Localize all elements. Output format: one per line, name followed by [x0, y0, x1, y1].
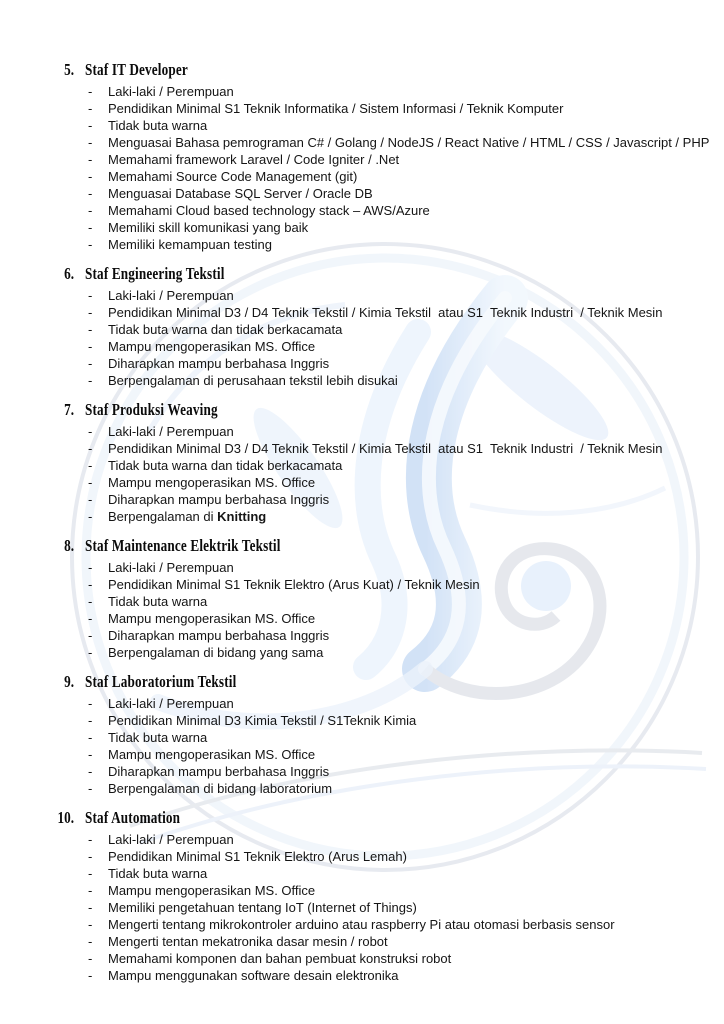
bullet-dash: -	[88, 509, 93, 524]
requirement-text: Mampu mengoperasikan MS. Office	[108, 883, 316, 898]
requirement-text: Berpengalaman di Knitting	[108, 509, 267, 524]
bullet-dash: -	[88, 900, 93, 915]
requirement-text: Pendidikan Minimal D3 / D4 Teknik Tekstil / Kimia Tekstil atau S1 Teknik Industri / Teknik Mesin	[108, 305, 663, 320]
requirement-text: Memiliki pengetahuan tentang IoT (Internet of Things)	[108, 900, 417, 915]
requirement-text: Memahami Source Code Management (git)	[108, 169, 358, 184]
bullet-dash: -	[88, 169, 93, 184]
bullet-dash: -	[88, 883, 93, 898]
requirement-item	[0, 474, 724, 491]
requirement-text: Tidak buta warna	[108, 730, 208, 745]
section-title: Staf Automation	[85, 808, 181, 827]
bullet-dash: -	[88, 968, 93, 983]
section-title: Staf Maintenance Elektrik Tekstil	[85, 536, 281, 555]
requirement-text: Memahami komponen dan bahan pembuat konstruksi robot	[108, 951, 452, 966]
bullet-dash: -	[88, 594, 93, 609]
requirement-item	[0, 219, 724, 236]
requirement-text: Memiliki kemampuan testing	[108, 237, 273, 252]
requirement-text: Pendidikan Minimal S1 Teknik Elektro (Arus Kuat) / Teknik Mesin	[108, 577, 480, 592]
requirement-item	[0, 610, 724, 627]
requirement-item	[0, 236, 724, 253]
requirement-item	[0, 831, 724, 848]
section-header	[0, 401, 724, 419]
requirement-text: Laki-laki / Perempuan	[108, 560, 234, 575]
section-number: 10.	[57, 808, 74, 827]
requirement-text: Diharapkan mampu berbahasa Inggris	[108, 764, 330, 779]
section-number: 9.	[64, 672, 74, 691]
requirement-text: Mengerti tentang mikrokontroler arduino atau raspberry Pi atau otomasi berbasis sensor	[108, 917, 615, 932]
requirement-text: Laki-laki / Perempuan	[108, 84, 234, 99]
requirement-item	[0, 457, 724, 474]
requirement-item	[0, 899, 724, 916]
bullet-dash: -	[88, 101, 93, 116]
requirement-text: Memiliki skill komunikasi yang baik	[108, 220, 309, 235]
requirement-item	[0, 593, 724, 610]
bullet-dash: -	[88, 305, 93, 320]
section-title: Staf IT Developer	[85, 60, 188, 79]
requirement-text: Pendidikan Minimal S1 Teknik Elektro (Arus Lemah)	[108, 849, 407, 864]
requirement-item	[0, 508, 724, 525]
requirement-text: Tidak buta warna	[108, 866, 208, 881]
requirement-item	[0, 848, 724, 865]
requirement-item	[0, 287, 724, 304]
requirement-text: Mampu mengoperasikan MS. Office	[108, 747, 316, 762]
requirement-text: Memahami framework Laravel / Code Igniter / .Net	[108, 152, 400, 167]
bullet-dash: -	[88, 951, 93, 966]
bullet-dash: -	[88, 611, 93, 626]
section-number: 7.	[64, 400, 74, 419]
section-header	[0, 265, 724, 283]
bullet-dash: -	[88, 424, 93, 439]
bullet-dash: -	[88, 577, 93, 592]
bullet-dash: -	[88, 288, 93, 303]
bullet-dash: -	[88, 934, 93, 949]
requirement-item	[0, 916, 724, 933]
requirement-item	[0, 559, 724, 576]
requirement-item	[0, 100, 724, 117]
job-requirements-list	[0, 61, 724, 996]
requirement-text: Laki-laki / Perempuan	[108, 832, 234, 847]
requirement-text: Laki-laki / Perempuan	[108, 424, 234, 439]
requirement-item	[0, 865, 724, 882]
requirement-text: Menguasai Database SQL Server / Oracle DB	[108, 186, 373, 201]
requirement-text: Mengerti tentan mekatronika dasar mesin / robot	[108, 934, 388, 949]
requirement-text: Laki-laki / Perempuan	[108, 288, 234, 303]
requirement-item	[0, 338, 724, 355]
requirement-item	[0, 304, 724, 321]
section-number: 8.	[64, 536, 74, 555]
requirement-item	[0, 202, 724, 219]
requirement-item	[0, 576, 724, 593]
bullet-dash: -	[88, 628, 93, 643]
requirement-text: Mampu menggunakan software desain elektronika	[108, 968, 399, 983]
bullet-dash: -	[88, 492, 93, 507]
requirement-text: Pendidikan Minimal D3 Kimia Tekstil / S1Teknik Kimia	[108, 713, 417, 728]
job-section	[0, 61, 724, 253]
bullet-dash: -	[88, 203, 93, 218]
requirement-item	[0, 627, 724, 644]
requirement-text: Memahami Cloud based technology stack – AWS/Azure	[108, 203, 430, 218]
requirement-text: Diharapkan mampu berbahasa Inggris	[108, 356, 330, 371]
requirement-item	[0, 355, 724, 372]
bullet-dash: -	[88, 917, 93, 932]
requirement-text: Tidak buta warna	[108, 118, 208, 133]
requirement-text: Diharapkan mampu berbahasa Inggris	[108, 492, 330, 507]
job-section	[0, 537, 724, 661]
bullet-dash: -	[88, 764, 93, 779]
bullet-dash: -	[88, 135, 93, 150]
requirement-text: Berpengalaman di bidang yang sama	[108, 645, 324, 660]
requirement-text: Pendidikan Minimal S1 Teknik Informatika / Sistem Informasi / Teknik Komputer	[108, 101, 564, 116]
section-title: Staf Produksi Weaving	[85, 400, 218, 419]
bullet-dash: -	[88, 322, 93, 337]
requirement-item	[0, 423, 724, 440]
section-header	[0, 61, 724, 79]
bullet-dash: -	[88, 339, 93, 354]
section-header	[0, 673, 724, 691]
requirement-item	[0, 695, 724, 712]
requirement-item	[0, 83, 724, 100]
requirement-text: Tidak buta warna dan tidak berkacamata	[108, 322, 343, 337]
requirement-text: Berpengalaman di perusahaan tekstil lebih disukai	[108, 373, 398, 388]
requirement-item	[0, 950, 724, 967]
bullet-dash: -	[88, 475, 93, 490]
requirement-item	[0, 712, 724, 729]
bullet-dash: -	[88, 84, 93, 99]
requirement-item	[0, 933, 724, 950]
bullet-dash: -	[88, 220, 93, 235]
bullet-dash: -	[88, 730, 93, 745]
bullet-dash: -	[88, 356, 93, 371]
requirement-item	[0, 185, 724, 202]
requirement-item	[0, 780, 724, 797]
requirement-item	[0, 746, 724, 763]
requirement-item	[0, 882, 724, 899]
requirement-text: Laki-laki / Perempuan	[108, 696, 234, 711]
requirement-text: Pendidikan Minimal D3 / D4 Teknik Tekstil / Kimia Tekstil atau S1 Teknik Industri / Teknik Mesin	[108, 441, 663, 456]
requirement-item	[0, 117, 724, 134]
section-number: 6.	[64, 264, 74, 283]
section-header	[0, 537, 724, 555]
section-header	[0, 809, 724, 827]
requirement-text: Mampu mengoperasikan MS. Office	[108, 475, 316, 490]
bullet-dash: -	[88, 713, 93, 728]
bullet-dash: -	[88, 118, 93, 133]
job-section	[0, 401, 724, 525]
requirement-item	[0, 321, 724, 338]
bullet-dash: -	[88, 866, 93, 881]
requirement-text: Tidak buta warna	[108, 594, 208, 609]
bullet-dash: -	[88, 747, 93, 762]
bullet-dash: -	[88, 152, 93, 167]
requirement-item	[0, 491, 724, 508]
requirement-item	[0, 729, 724, 746]
requirement-text: Tidak buta warna dan tidak berkacamata	[108, 458, 343, 473]
requirement-text: Menguasai Bahasa pemrograman C# / Golang / NodeJS / React Native / HTML / CSS / Javascript / PHP	[108, 135, 710, 150]
bullet-dash: -	[88, 560, 93, 575]
job-section	[0, 809, 724, 984]
requirement-item	[0, 763, 724, 780]
requirement-item	[0, 644, 724, 661]
job-section	[0, 265, 724, 389]
bullet-dash: -	[88, 645, 93, 660]
requirement-text: Diharapkan mampu berbahasa Inggris	[108, 628, 330, 643]
requirement-item	[0, 372, 724, 389]
job-section	[0, 673, 724, 797]
section-title: Staf Engineering Tekstil	[85, 264, 225, 283]
requirement-item	[0, 168, 724, 185]
section-title: Staf Laboratorium Tekstil	[85, 672, 237, 691]
requirement-item	[0, 151, 724, 168]
section-number: 5.	[64, 60, 74, 79]
bullet-dash: -	[88, 186, 93, 201]
bullet-dash: -	[88, 237, 93, 252]
bullet-dash: -	[88, 458, 93, 473]
bullet-dash: -	[88, 832, 93, 847]
requirement-text: Mampu mengoperasikan MS. Office	[108, 611, 316, 626]
bullet-dash: -	[88, 781, 93, 796]
requirement-text: Berpengalaman di bidang laboratorium	[108, 781, 333, 796]
bullet-dash: -	[88, 849, 93, 864]
bullet-dash: -	[88, 373, 93, 388]
requirement-item	[0, 440, 724, 457]
requirement-text: Mampu mengoperasikan MS. Office	[108, 339, 316, 354]
bullet-dash: -	[88, 441, 93, 456]
bullet-dash: -	[88, 696, 93, 711]
requirement-item	[0, 134, 724, 151]
requirement-item	[0, 967, 724, 984]
